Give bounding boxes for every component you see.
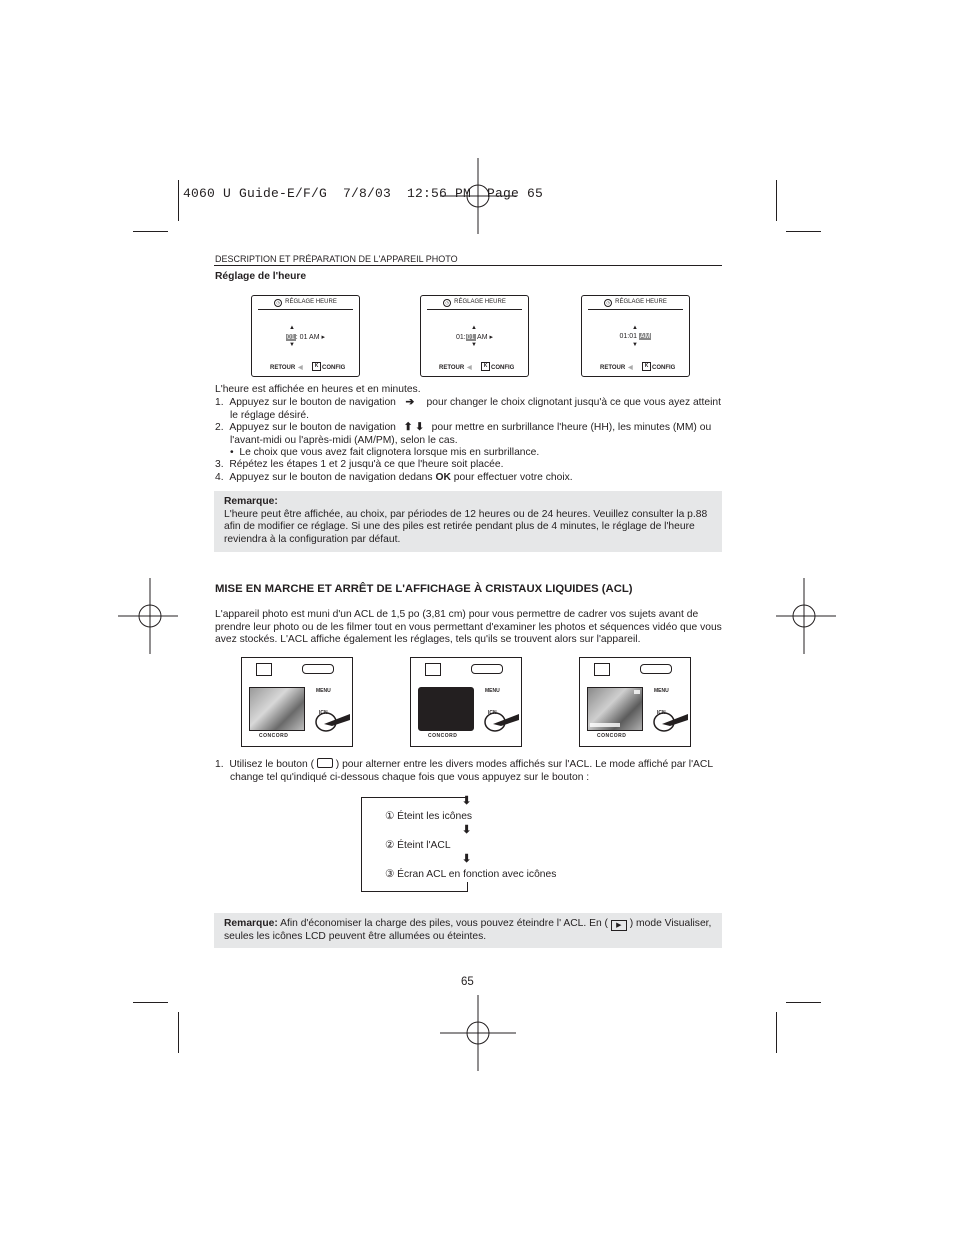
crop-mark — [178, 1012, 179, 1053]
time-screen-1 — [251, 295, 360, 377]
crop-mark — [786, 231, 821, 232]
left-arrow-icon: ◀ — [628, 365, 633, 371]
flow-bracket-left — [361, 797, 362, 892]
step-2: 2. Appuyez sur le bouton de navigation ⬆ ⬇ pour mettre en surbrillance l'heure (HH), les minutes (MM) ou l'avant-midi ou l'après-midi (AM/PM), selon le cas. • Le choix que vous avez fait clignotera lorsque mis en surbrillance. — [215, 422, 712, 459]
lcd-photo-with-icons — [587, 687, 643, 731]
play-mode-icon: ▶ — [611, 920, 627, 931]
left-arrow-icon: ◀ — [467, 365, 472, 371]
ok-icon: K — [481, 362, 490, 371]
lcd-photo — [249, 687, 305, 731]
clock-icon: ◷ — [443, 299, 451, 307]
intro-text: L'heure est affichée en heures et en minutes. — [215, 384, 421, 395]
remark-text: Remarque: Afin d'économiser la charge des piles, vous pouvez éteindre l' ACL. En ( ▶ ) mode Visualiser, seules les icônes LCD peuvent être allumées ou éteintes. — [224, 918, 712, 942]
up-arrow-icon: ▲ — [632, 325, 638, 331]
time-value: 01:01 AM — [619, 333, 651, 340]
right-arrow-icon: ➔ — [405, 397, 415, 408]
paragraph: L'appareil photo est muni d'un ACL de 1,5 po (3,81 cm) pour vous permettre de cadrer vos sujets avant de prendre leur photo ou de les filmer tout en vous permettant d'examiner les photos et séquences vidéo que vous avez stockés. L'ACL affiche également les réglages, tels qu'ils se trouvent alors sur l'appareil. — [215, 609, 722, 646]
camera-illustration-icons-on: MENU ICN CONCORD — [241, 657, 353, 747]
pointing-arrow-icon — [650, 706, 690, 736]
section-heading: MISE EN MARCHE ET ARRÊT DE L'AFFICHAGE À CRISTAUX LIQUIDES (ACL) — [215, 583, 633, 595]
flow-step-1: ① Éteint les icônes — [385, 811, 473, 822]
print-slug: 4060 U Guide-E/F/G 7/8/03 12:56 PM Page 65 — [183, 186, 544, 201]
time-value: 01: 01 AM ▸ — [287, 334, 325, 341]
left-arrow-icon: ◀ — [298, 365, 303, 371]
clock-icon: ◷ — [274, 299, 282, 307]
time-screen-3 — [581, 295, 690, 377]
up-arrow-icon: ▲ — [289, 325, 295, 331]
flow-bracket-top — [361, 797, 468, 798]
down-arrow-icon: ⬇ — [462, 795, 472, 807]
down-arrow-icon: ⬇ — [462, 853, 472, 865]
registration-mark-right — [776, 578, 836, 654]
down-arrow-icon: ▼ — [289, 342, 295, 348]
crop-mark — [776, 1012, 777, 1053]
crop-mark — [178, 180, 179, 221]
back-label: RETOUR — [600, 365, 626, 371]
clock-icon: ◷ — [604, 299, 612, 307]
flow-step-3: ③ Écran ACL en fonction avec icônes — [385, 869, 557, 880]
back-label: RETOUR — [439, 365, 465, 371]
step-4: 4. Appuyez sur le bouton de navigation dedans OK pour effectuer votre choix. — [215, 472, 573, 483]
screen-title: RÉGLAGE HEURE — [285, 299, 337, 305]
ok-icon: K — [312, 362, 321, 371]
display-button-icon — [317, 758, 333, 768]
camera-illustration-icons-display: MENU ICN CONCORD — [579, 657, 691, 747]
ok-icon: K — [642, 362, 651, 371]
pointing-arrow-icon — [481, 706, 521, 736]
camera-illustration-lcd-off: MENU ICN CONCORD — [410, 657, 522, 747]
page-number: 65 — [461, 976, 474, 988]
time-value: 01:01 AM ▸ — [455, 334, 494, 341]
up-arrow-icon: ▲ — [471, 325, 477, 331]
bullet: • — [230, 447, 234, 459]
section-header: DESCRIPTION ET PRÉPARATION DE L'APPAREIL PHOTO — [215, 254, 458, 264]
time-screen-2 — [420, 295, 529, 377]
back-label: RETOUR — [270, 365, 296, 371]
crop-mark — [133, 231, 168, 232]
crop-mark — [776, 180, 777, 221]
pointing-arrow-icon — [312, 706, 352, 736]
config-label: CONFIG — [652, 365, 676, 371]
config-label: CONFIG — [491, 365, 515, 371]
registration-mark-left — [118, 578, 178, 654]
flow-step-2: ② Éteint l'ACL — [385, 840, 451, 851]
screen-title: RÉGLAGE HEURE — [454, 299, 506, 305]
down-arrow-icon: ▼ — [632, 342, 638, 348]
step-3: 3. Répétez les étapes 1 et 2 jusqu'à ce que l'heure soit placée. — [215, 459, 504, 470]
crop-mark — [786, 1002, 821, 1003]
flow-bracket-bottom — [361, 891, 468, 892]
up-down-arrow-icon: ⬆ ⬇ — [403, 422, 424, 433]
remark-text: Remarque: L'heure peut être affichée, au choix, par périodes de 12 heures ou de 24 heures. Veuillez consulter la p.88 afin de modifier ce réglage. Si une des piles est retirée pendant plus de 4 minutes, le réglage de l'heure reviendra à la configuration par défaut. — [224, 496, 708, 545]
step-1: 1. Appuyez sur le bouton de navigation ➔ pour changer le choix clignotant jusqu'à ce que vous ayez atteint le réglage désiré. — [215, 397, 722, 421]
registration-mark-bottom — [440, 995, 516, 1071]
header-rule — [214, 265, 722, 266]
subheading: Réglage de l'heure — [215, 271, 307, 282]
crop-mark — [133, 1002, 168, 1003]
config-label: CONFIG — [322, 365, 346, 371]
screen-title: RÉGLAGE HEURE — [615, 299, 667, 305]
down-arrow-icon: ⬇ — [462, 824, 472, 836]
usage-step: 1. Utilisez le bouton ( ) pour alterner entre les divers modes affichés sur l'ACL. Le mode affiché par l'ACL change tel qu'indiqué ci-dessous chaque fois que vous appuyez sur le bouton : — [215, 759, 714, 783]
down-arrow-icon: ▼ — [471, 342, 477, 348]
lcd-off — [418, 687, 474, 731]
